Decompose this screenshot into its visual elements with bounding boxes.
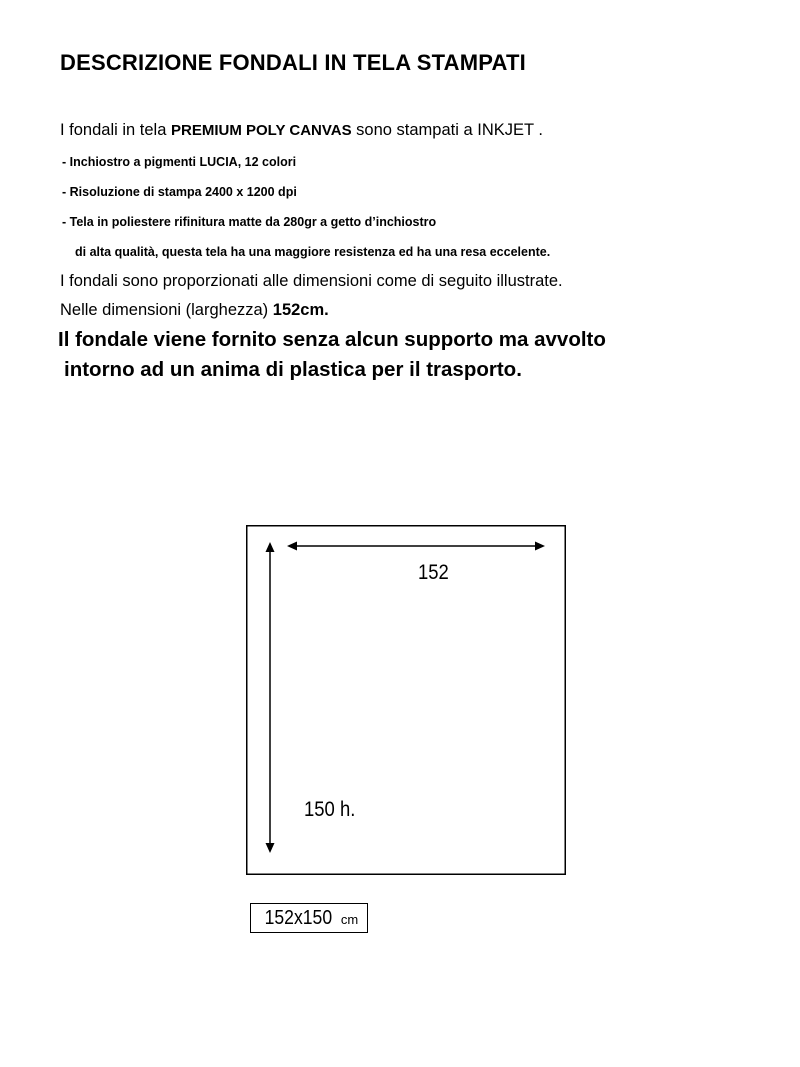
product-name: PREMIUM POLY CANVAS <box>171 122 352 139</box>
size-value: 152x150 <box>264 907 332 929</box>
bullet-resolution: - Risoluzione di stampa 2400 x 1200 dpi <box>62 185 297 199</box>
width-arrow <box>287 542 545 551</box>
notice-line-1: Il fondale viene fornito senza alcun supporto ma avvolto <box>58 328 606 351</box>
intro-line <box>60 121 543 140</box>
size-tag <box>250 903 368 933</box>
bullet-canvas-continued: di alta qualità, questa tela ha una maggiore resistenza ed ha una resa eccelente. <box>75 245 551 259</box>
dimensions-line <box>60 301 329 320</box>
notice-line-2: intorno ad un anima di plastica per il trasporto. <box>64 358 522 381</box>
intro-suffix: sono stampati a INKJET . <box>351 121 543 139</box>
intro-prefix: I fondali in tela <box>60 121 171 139</box>
proportion-text: I fondali sono proporzionati alle dimensioni come di seguito illustrate. <box>60 272 563 290</box>
arrowhead-right-icon <box>535 542 545 551</box>
arrowhead-up-icon <box>266 542 275 552</box>
dimensions-prefix: Nelle dimensioni (larghezza) <box>60 301 273 319</box>
arrowhead-left-icon <box>287 542 297 551</box>
height-label: 150 h. <box>304 798 356 821</box>
width-label: 152 <box>418 561 449 584</box>
diagram-drawing <box>246 525 566 875</box>
bullet-ink: - Inchiostro a pigmenti LUCIA, 12 colori <box>62 155 297 169</box>
page-title: DESCRIZIONE FONDALI IN TELA STAMPATI <box>60 50 526 75</box>
bullet-canvas: - Tela in poliestere rifinitura matte da 280gr a getto d’inchiostro <box>62 215 437 229</box>
arrowhead-down-icon <box>266 843 275 853</box>
backdrop-outline <box>247 526 566 875</box>
height-arrow <box>266 542 275 853</box>
size-diagram <box>246 525 566 875</box>
size-unit: cm <box>340 912 359 927</box>
dimensions-value: 152cm. <box>272 301 329 319</box>
